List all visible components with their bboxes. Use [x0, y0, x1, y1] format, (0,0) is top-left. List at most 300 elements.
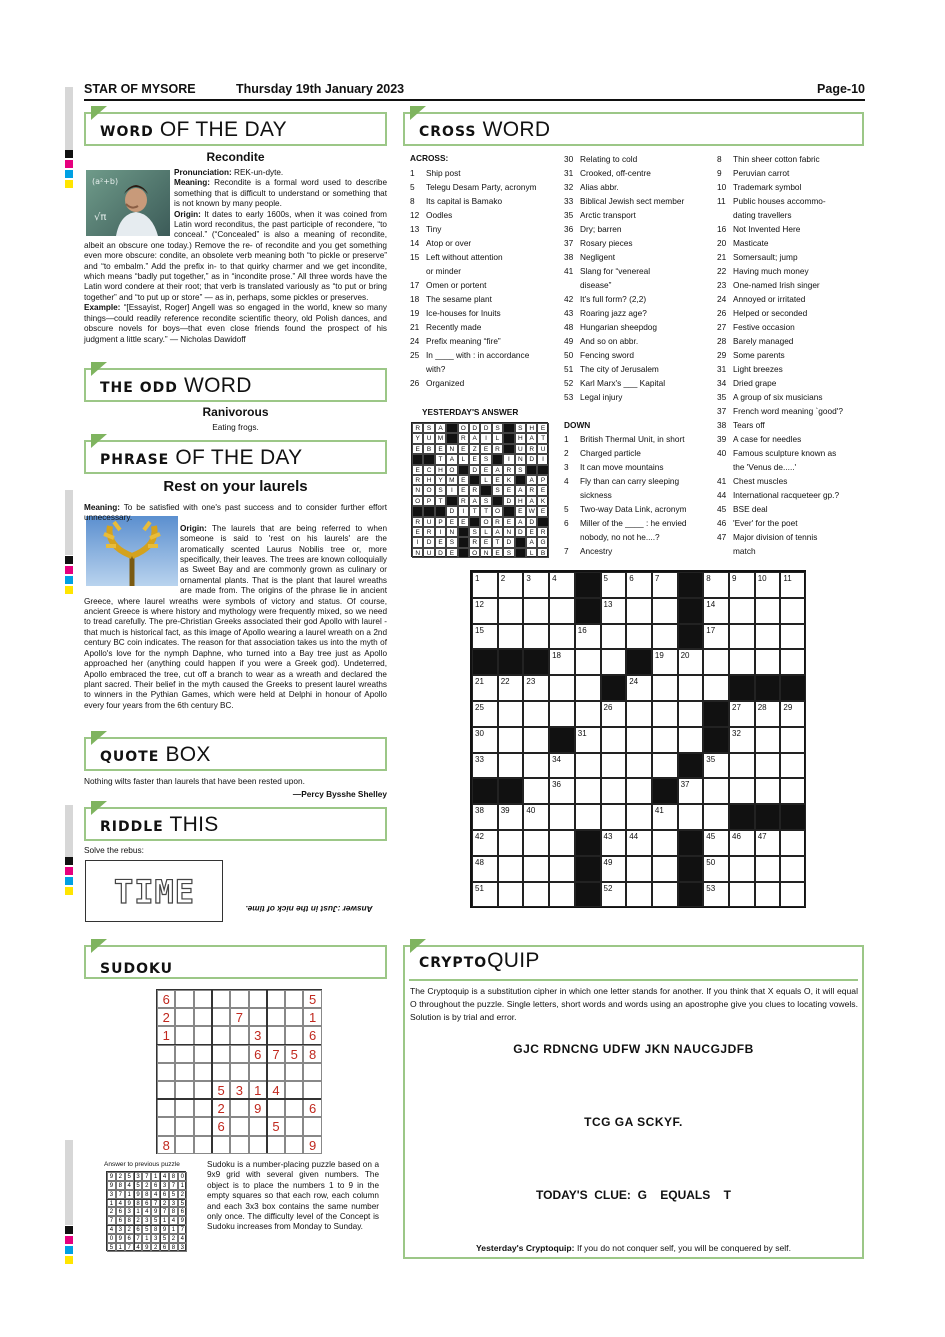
crossword-cell[interactable] [626, 778, 652, 804]
sudoku-cell[interactable] [285, 1117, 303, 1135]
sudoku-cell[interactable]: 6 [303, 1099, 321, 1117]
crossword-cell[interactable]: 29 [780, 701, 806, 727]
crossword-cell[interactable] [575, 649, 601, 675]
sudoku-cell[interactable]: 5 [267, 1117, 285, 1135]
across-label: ACROSS: [410, 153, 449, 163]
box-divider [157, 1044, 321, 1046]
clue-number: 6 [564, 518, 569, 528]
sudoku-cell[interactable] [194, 1026, 212, 1044]
crossword-cell[interactable] [575, 753, 601, 779]
sudoku-cell[interactable] [175, 1136, 193, 1154]
crossword-cell[interactable] [652, 624, 678, 650]
answer-cell: 5 [160, 1234, 169, 1243]
crossword-cell[interactable] [523, 701, 549, 727]
crossword-cell[interactable] [780, 753, 806, 779]
crossword-cell[interactable]: 37 [678, 778, 704, 804]
sudoku-cell[interactable] [285, 1063, 303, 1081]
clue-text: It can move mountains [580, 462, 664, 472]
sudoku-cell[interactable]: 9 [303, 1136, 321, 1154]
answer-cell: 6 [134, 1225, 143, 1234]
crossword-cell[interactable] [523, 882, 549, 908]
crossword-cell[interactable]: 33 [472, 753, 498, 779]
crossword-cell[interactable]: 10 [755, 572, 781, 598]
sudoku-cell[interactable] [212, 1063, 230, 1081]
crossword-cell[interactable]: 3 [523, 572, 549, 598]
black-square [729, 804, 755, 830]
crossword-cell[interactable] [523, 830, 549, 856]
crossword-cell[interactable] [703, 675, 729, 701]
crossword-cell[interactable] [498, 598, 524, 624]
sudoku-cell[interactable] [157, 1081, 175, 1099]
answer-cell: R [492, 444, 503, 454]
crossword-cell[interactable] [678, 701, 704, 727]
crossword-cell[interactable] [678, 727, 704, 753]
crossword-cell[interactable] [729, 778, 755, 804]
black-square [423, 506, 434, 516]
crossword-cell[interactable] [575, 701, 601, 727]
crossword-cell[interactable]: 28 [755, 701, 781, 727]
crossword-cell[interactable]: 20 [678, 649, 704, 675]
crossword-cell[interactable] [549, 856, 575, 882]
sudoku-cell[interactable] [194, 1063, 212, 1081]
clue-number: 5 [564, 504, 569, 514]
answer-cell: L [526, 548, 537, 558]
sudoku-cell[interactable] [285, 990, 303, 1008]
crossword-cell[interactable] [780, 830, 806, 856]
sudoku-cell[interactable] [303, 1081, 321, 1099]
clue-text: A group of six musicians [733, 392, 823, 402]
crossword-cell[interactable] [729, 649, 755, 675]
crossword-cell[interactable] [755, 882, 781, 908]
flag-icon [91, 939, 107, 953]
crossword-cell[interactable]: 50 [703, 856, 729, 882]
featured-word: Recondite [206, 150, 265, 164]
clue-number: 33 [564, 196, 574, 206]
sudoku-cell[interactable] [175, 1008, 193, 1026]
flag-icon [91, 362, 107, 376]
crossword-cell[interactable] [729, 856, 755, 882]
crossword-cell[interactable] [523, 624, 549, 650]
clue-item [410, 334, 501, 348]
crossword-cell[interactable]: 15 [472, 624, 498, 650]
crossword-cell[interactable] [780, 856, 806, 882]
crossword-cell[interactable]: 35 [703, 753, 729, 779]
crossword-cell[interactable]: 4 [549, 572, 575, 598]
sudoku-cell[interactable] [212, 1136, 230, 1154]
answer-cell: D [435, 548, 446, 558]
sudoku-cell[interactable] [194, 1099, 212, 1117]
answer-cell: E [480, 444, 491, 454]
box-divider [211, 990, 213, 1153]
sudoku-cell[interactable]: 7 [267, 1045, 285, 1063]
crossword-cell[interactable] [755, 624, 781, 650]
crossword-cell[interactable]: 8 [703, 572, 729, 598]
crossword-cell[interactable] [729, 882, 755, 908]
crossword-cell[interactable]: 47 [755, 830, 781, 856]
crossword-cell[interactable] [755, 753, 781, 779]
clue-number: 38 [564, 252, 574, 262]
flag-icon [410, 106, 426, 120]
crossword-cell[interactable] [652, 830, 678, 856]
crossword-cell[interactable] [703, 778, 729, 804]
crossword-cell[interactable] [523, 856, 549, 882]
crossword-cell[interactable]: 31 [575, 727, 601, 753]
clue-item [717, 278, 820, 292]
sudoku-cell[interactable] [230, 1045, 248, 1063]
crossword-cell[interactable]: 18 [549, 649, 575, 675]
clue-item [410, 306, 501, 320]
sudoku-cell[interactable]: 6 [157, 990, 175, 1008]
crossword-cell[interactable] [652, 882, 678, 908]
crossword-cell[interactable] [575, 675, 601, 701]
phrase-title: Rest on your laurels [163, 478, 308, 495]
crossword-cell[interactable]: 2 [498, 572, 524, 598]
clue-item [717, 446, 836, 460]
sudoku-cell[interactable] [212, 1026, 230, 1044]
crossword-cell[interactable] [678, 804, 704, 830]
sudoku-cell[interactable]: 1 [303, 1008, 321, 1026]
crossword-cell[interactable] [498, 856, 524, 882]
crossword-cell[interactable]: 21 [472, 675, 498, 701]
answer-cell: 8 [116, 1181, 125, 1190]
crossword-cell[interactable] [780, 624, 806, 650]
crossword-cell[interactable] [652, 701, 678, 727]
black-square [780, 675, 806, 701]
clue-number: 34 [717, 378, 727, 388]
answer-cell: K [537, 496, 548, 506]
sudoku-cell[interactable] [175, 990, 193, 1008]
black-square [515, 548, 526, 558]
answer-cell: H [526, 423, 537, 433]
crossword-cell[interactable] [652, 727, 678, 753]
crossword-cell[interactable]: 53 [703, 882, 729, 908]
sudoku-cell[interactable]: 7 [230, 1008, 248, 1026]
crossword-cell[interactable] [652, 856, 678, 882]
answer-cell: A [492, 465, 503, 475]
crossword-cell[interactable] [626, 701, 652, 727]
crossword-cell[interactable]: 5 [601, 572, 627, 598]
sudoku-cell[interactable] [157, 1045, 175, 1063]
sudoku-cell[interactable] [267, 1008, 285, 1026]
crossword-cell[interactable] [549, 624, 575, 650]
sudoku-cell[interactable] [230, 990, 248, 1008]
sudoku-cell[interactable] [249, 1136, 267, 1154]
sudoku-cell[interactable]: 3 [249, 1026, 267, 1044]
crossword-cell[interactable]: 24 [626, 675, 652, 701]
crossword-cell[interactable] [601, 649, 627, 675]
black-square [601, 675, 627, 701]
crossword-cell[interactable]: 36 [549, 778, 575, 804]
crossword-cell[interactable] [626, 624, 652, 650]
flag-icon [410, 939, 426, 953]
sudoku-cell[interactable]: 3 [230, 1081, 248, 1099]
sudoku-cell[interactable] [303, 1117, 321, 1135]
crossword-cell[interactable] [549, 675, 575, 701]
sudoku-cell[interactable] [285, 1099, 303, 1117]
crossword-cell[interactable] [626, 856, 652, 882]
clue-number: 1 [564, 434, 569, 444]
crossword-cell[interactable] [780, 649, 806, 675]
crossword-cell[interactable]: 6 [626, 572, 652, 598]
sudoku-cell[interactable]: 1 [157, 1026, 175, 1044]
crossword-cell[interactable]: 30 [472, 727, 498, 753]
answer-cell: U [423, 517, 434, 527]
reg-black [65, 1226, 73, 1234]
sudoku-cell[interactable] [267, 990, 285, 1008]
sudoku-cell[interactable] [230, 1063, 248, 1081]
sudoku-cell[interactable]: 4 [267, 1081, 285, 1099]
sudoku-cell[interactable] [285, 1008, 303, 1026]
sudoku-cell[interactable] [249, 990, 267, 1008]
section-title: SUDOKU [100, 961, 173, 977]
crossword-cell[interactable] [729, 624, 755, 650]
clue-number: 31 [564, 168, 574, 178]
crossword-cell[interactable] [678, 675, 704, 701]
crossword-cell[interactable]: 46 [729, 830, 755, 856]
crossword-cell[interactable] [523, 753, 549, 779]
box-divider [134, 1172, 135, 1250]
sudoku-cell[interactable]: 5 [212, 1081, 230, 1099]
crossword-cell[interactable]: 19 [652, 649, 678, 675]
sudoku-cell[interactable] [194, 990, 212, 1008]
sudoku-cell[interactable] [194, 1081, 212, 1099]
crossword-cell[interactable]: 1 [472, 572, 498, 598]
answer-cell: A [492, 527, 503, 537]
crossword-cell[interactable] [755, 727, 781, 753]
clue-text: Negligent [580, 252, 616, 262]
sudoku-cell[interactable] [157, 1063, 175, 1081]
answer-cell: T [435, 496, 446, 506]
crossword-cell[interactable] [652, 675, 678, 701]
crossword-cell[interactable] [549, 830, 575, 856]
crossword-cell[interactable] [523, 778, 549, 804]
crossword-cell[interactable] [755, 856, 781, 882]
sudoku-cell[interactable] [267, 1026, 285, 1044]
sudoku-cell[interactable]: 5 [303, 990, 321, 1008]
crossword-cell[interactable] [780, 882, 806, 908]
crossword-cell[interactable] [549, 598, 575, 624]
sudoku-cell[interactable] [212, 1008, 230, 1026]
sudoku-cell[interactable] [285, 1081, 303, 1099]
crossword-cell[interactable]: 44 [626, 830, 652, 856]
answer-cell: D [515, 527, 526, 537]
clue-number: 30 [564, 154, 574, 164]
crossword-cell[interactable] [626, 727, 652, 753]
crossword-cell[interactable]: 11 [780, 572, 806, 598]
answer-cell: Y [435, 475, 446, 485]
answer-cell: 2 [107, 1207, 116, 1216]
sudoku-cell[interactable] [249, 1063, 267, 1081]
crossword-cell[interactable] [523, 727, 549, 753]
crossword-cell[interactable]: 38 [472, 804, 498, 830]
sudoku-cell[interactable] [157, 1117, 175, 1135]
clue-item [717, 418, 765, 432]
word-of-day-body [84, 168, 387, 345]
crossword-cell[interactable] [755, 598, 781, 624]
reg-magenta [65, 566, 73, 574]
black-square [678, 830, 704, 856]
crossword-cell[interactable]: 12 [472, 598, 498, 624]
crossword-cell[interactable] [652, 753, 678, 779]
clue-text: The city of Jerusalem [580, 364, 659, 374]
crossword-cell[interactable] [498, 882, 524, 908]
crossword-cell[interactable] [626, 598, 652, 624]
sudoku-cell[interactable]: 2 [157, 1008, 175, 1026]
crossword-cell[interactable] [780, 598, 806, 624]
sudoku-cell[interactable] [194, 1117, 212, 1135]
sudoku-cell[interactable]: 6 [249, 1045, 267, 1063]
crossword-cell[interactable]: 41 [652, 804, 678, 830]
clue-number: 8 [717, 154, 722, 164]
crossword-cell[interactable] [780, 778, 806, 804]
crossword-cell[interactable]: 22 [498, 675, 524, 701]
crossword-cell[interactable]: 34 [549, 753, 575, 779]
sudoku-cell[interactable] [194, 1045, 212, 1063]
example-text: “[Essayist, Roger] Angell was so engaged in the world, knew so many things—could readily reference recondite scientific theory, old Polish dances, and obscure novels for boys—that even close friends found the prospect of his judgment a little scary.” — Nicholas Dawidoff [84, 303, 387, 344]
crossword-cell[interactable] [498, 727, 524, 753]
answer-cell: 9 [116, 1234, 125, 1243]
crossword-cell[interactable]: 17 [703, 624, 729, 650]
crossword-cell[interactable] [601, 804, 627, 830]
sudoku-cell[interactable]: 8 [157, 1136, 175, 1154]
section-title: QUOTE BOX [100, 743, 211, 766]
answer-cell: 7 [178, 1225, 187, 1234]
crossword-cell[interactable] [549, 882, 575, 908]
sudoku-cell[interactable] [194, 1136, 212, 1154]
clue-number: 14 [410, 238, 420, 248]
crossword-cell[interactable] [498, 830, 524, 856]
crossword-cell[interactable] [703, 649, 729, 675]
sudoku-cell[interactable] [303, 1063, 321, 1081]
sudoku-cell[interactable] [267, 1063, 285, 1081]
sudoku-cell[interactable]: 2 [212, 1099, 230, 1117]
answer-cell: E [526, 527, 537, 537]
black-square [575, 830, 601, 856]
sudoku-cell[interactable]: 5 [285, 1045, 303, 1063]
crossword-cell[interactable] [729, 598, 755, 624]
sudoku-cell[interactable] [175, 1026, 193, 1044]
crossword-cell[interactable]: 26 [601, 701, 627, 727]
sudoku-cell[interactable] [175, 1117, 193, 1135]
crossword-cell[interactable]: 48 [472, 856, 498, 882]
crossword-cell[interactable] [601, 624, 627, 650]
answer-cell: E [537, 506, 548, 516]
crossword-cell[interactable] [626, 753, 652, 779]
answer-cell: 7 [160, 1207, 169, 1216]
sudoku-cell[interactable]: 6 [212, 1117, 230, 1135]
crossword-cell[interactable]: 43 [601, 830, 627, 856]
crossword-cell[interactable] [729, 753, 755, 779]
sudoku-cell[interactable] [249, 1117, 267, 1135]
crossword-cell[interactable] [601, 727, 627, 753]
crossword-cell[interactable]: 40 [523, 804, 549, 830]
crossword-cell[interactable]: 25 [472, 701, 498, 727]
crossword-cell[interactable]: 14 [703, 598, 729, 624]
black-square [469, 517, 480, 527]
sudoku-cell[interactable]: 6 [303, 1026, 321, 1044]
crossword-cell[interactable]: 16 [575, 624, 601, 650]
crossword-cell[interactable]: 39 [498, 804, 524, 830]
crossword-cell[interactable] [575, 804, 601, 830]
crossword-cell[interactable] [523, 598, 549, 624]
sudoku-cell[interactable] [212, 990, 230, 1008]
crossword-cell[interactable]: 27 [729, 701, 755, 727]
sudoku-cell[interactable] [175, 1081, 193, 1099]
clue-item [564, 390, 622, 404]
crossword-cell[interactable]: 45 [703, 830, 729, 856]
answer-cell: A [515, 485, 526, 495]
clue-item [564, 488, 612, 502]
sudoku-cell[interactable]: 9 [249, 1099, 267, 1117]
section-title: THE ODD WORD [100, 374, 252, 397]
crossword-cell[interactable]: 51 [472, 882, 498, 908]
sudoku-cell[interactable] [212, 1045, 230, 1063]
crossword-cell[interactable]: 32 [729, 727, 755, 753]
sudoku-cell[interactable]: 8 [303, 1045, 321, 1063]
crossword-cell[interactable] [652, 598, 678, 624]
sudoku-cell[interactable] [267, 1136, 285, 1154]
clue-item [564, 278, 611, 292]
sudoku-cell[interactable] [249, 1008, 267, 1026]
crossword-cell[interactable]: 7 [652, 572, 678, 598]
crossword-cell[interactable] [601, 778, 627, 804]
sudoku-cell[interactable] [175, 1099, 193, 1117]
crossword-cell[interactable]: 13 [601, 598, 627, 624]
crossword-cell[interactable]: 9 [729, 572, 755, 598]
crossword-cell[interactable] [626, 882, 652, 908]
crossword-cell[interactable] [498, 624, 524, 650]
clue-text: One-named Irish singer [733, 280, 820, 290]
crossword-cell[interactable] [549, 804, 575, 830]
crossword-cell[interactable]: 42 [472, 830, 498, 856]
crossword-cell[interactable]: 52 [601, 882, 627, 908]
crossword-cell[interactable] [626, 804, 652, 830]
crossword-cell[interactable] [703, 804, 729, 830]
sudoku-cell[interactable] [175, 1063, 193, 1081]
crossword-cell[interactable] [780, 727, 806, 753]
sudoku-cell[interactable] [157, 1099, 175, 1117]
sudoku-cell[interactable] [230, 1026, 248, 1044]
yesterday-cryptoquip: Yesterday's Cryptoquip: If you do not conquer self, you will be conquered by self. [476, 1243, 791, 1253]
sudoku-cell[interactable]: 1 [249, 1081, 267, 1099]
crossword-cell[interactable] [549, 701, 575, 727]
crossword-cell[interactable] [601, 753, 627, 779]
crossword-cell[interactable] [498, 701, 524, 727]
sudoku-cell[interactable] [175, 1045, 193, 1063]
answer-cell: 9 [151, 1207, 160, 1216]
sudoku-cell[interactable] [230, 1117, 248, 1135]
crossword-cell[interactable] [498, 753, 524, 779]
sudoku-cell[interactable] [194, 1008, 212, 1026]
sudoku-cell[interactable] [285, 1136, 303, 1154]
sudoku-cell[interactable] [230, 1136, 248, 1154]
sudoku-cell[interactable] [285, 1026, 303, 1044]
crossword-cell[interactable] [755, 649, 781, 675]
answer-cell: A [526, 433, 537, 443]
answer-cell: R [526, 485, 537, 495]
crossword-cell[interactable]: 49 [601, 856, 627, 882]
answer-cell: R [469, 485, 480, 495]
sudoku-cell[interactable] [267, 1099, 285, 1117]
crossword-cell[interactable] [575, 778, 601, 804]
crossword-cell[interactable]: 23 [523, 675, 549, 701]
answer-cell: A [526, 537, 537, 547]
sudoku-cell[interactable] [230, 1099, 248, 1117]
crossword-cell[interactable] [755, 778, 781, 804]
answer-cell: 5 [142, 1225, 151, 1234]
clue-item [717, 264, 809, 278]
clue-number: 46 [717, 518, 727, 528]
